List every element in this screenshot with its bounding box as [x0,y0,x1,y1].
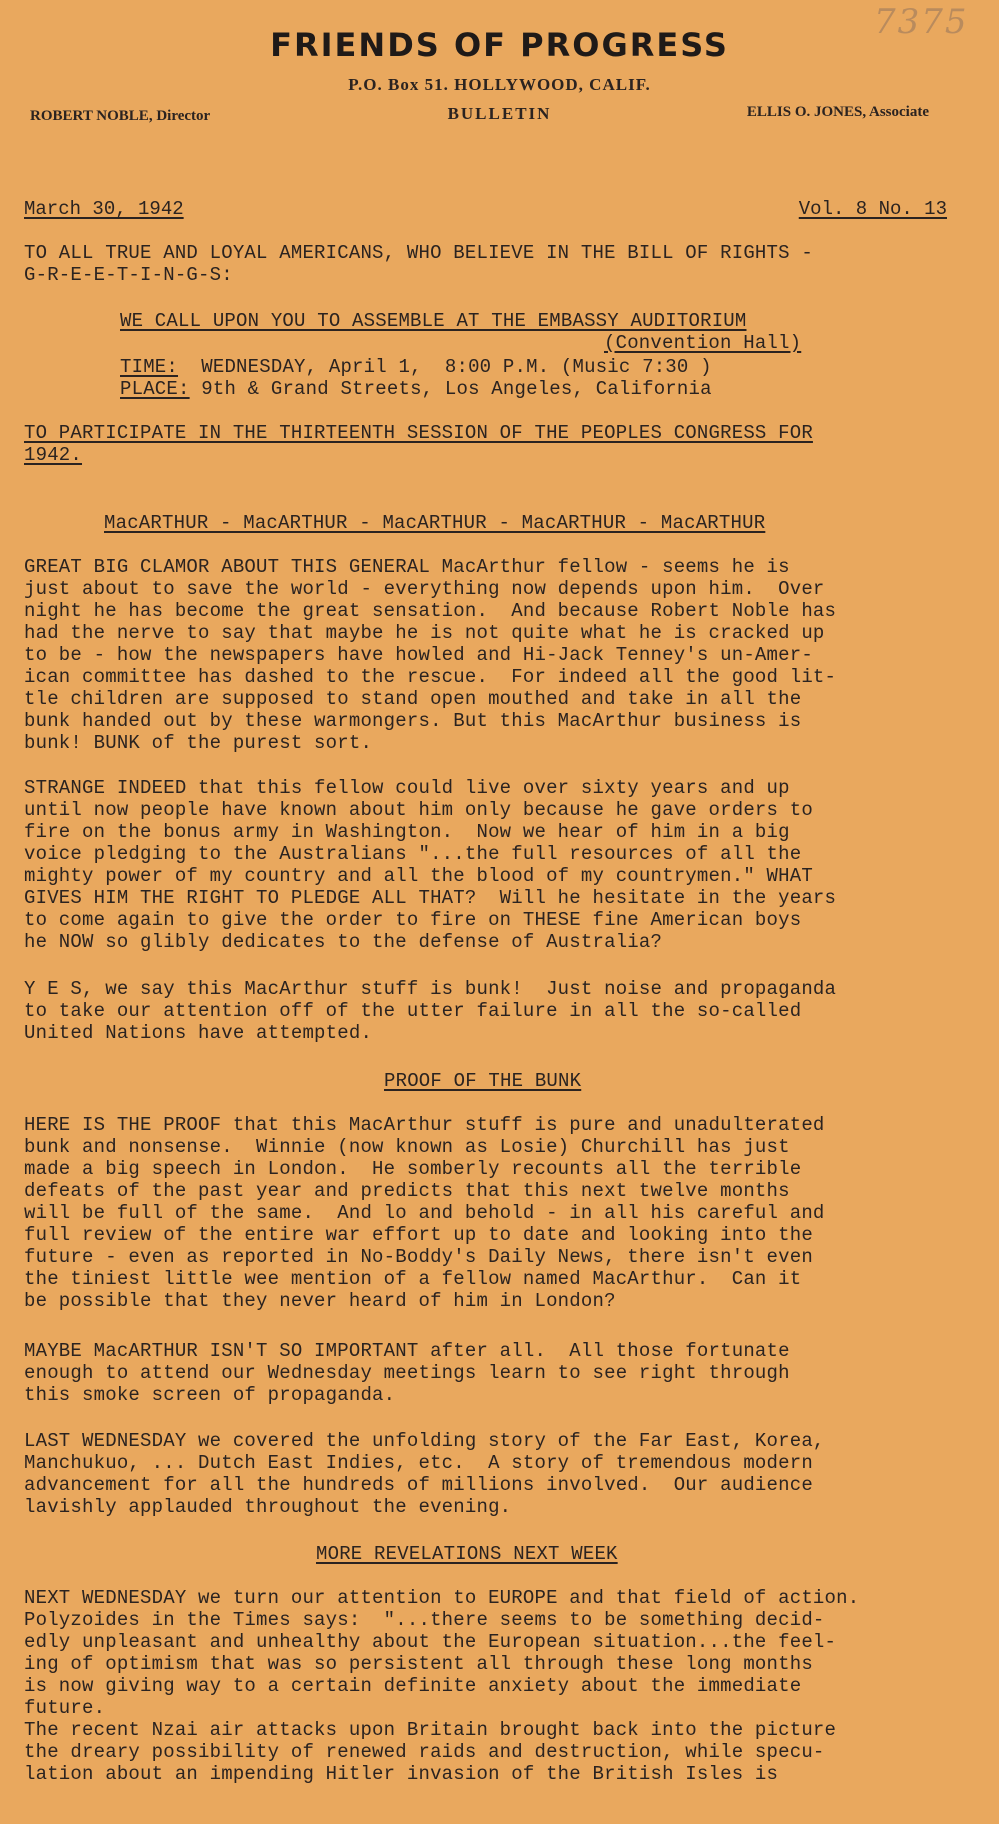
revelations-heading: MORE REVELATIONS NEXT WEEK [316,1543,618,1565]
paragraph-line: United Nations have attempted. [24,1022,373,1044]
paragraph-line: had the nerve to say that maybe he is not quite what he is cracked up [24,622,825,644]
paragraph-line: enough to attend our Wednesday meetings learn to see right through [24,1362,790,1384]
paragraph-line: lation about an impending Hitler invasion of the British Isles is [24,1763,779,1785]
director-name: ROBERT NOBLE, Director [30,108,211,124]
paragraph-line: tle children are supposed to stand open mouthed and take in all the [24,688,802,710]
paragraph-line: future. [24,1697,106,1719]
paragraph-line: lavishly applauded throughout the evening. [24,1496,512,1518]
paragraph-line: be possible that they never heard of him in London? [24,1290,616,1312]
paragraph-line: is now giving way to a certain definite anxiety about the immediate [24,1675,802,1697]
paragraph-line: ing of optimism that was so persistent all through these long months [24,1653,813,1675]
paragraph-line: to take our attention off of the utter failure in all the so-called [24,1000,802,1022]
paragraph-line: STRANGE INDEED that this fellow could live over sixty years and up [24,777,790,799]
paragraph-line: future - even as reported in No-Boddy's Daily News, there isn't even [24,1246,813,1268]
paragraph-line: Manchukuo, ... Dutch East Indies, etc. A story of tremendous modern [24,1452,813,1474]
paragraph-line: LAST WEDNESDAY we covered the unfolding story of the Far East, Korea, [24,1430,825,1452]
paragraph-line: GREAT BIG CLAMOR ABOUT THIS GENERAL MacArthur fellow - seems he is [24,556,790,578]
paragraph-line: until now people have known about him only because he gave orders to [24,799,813,821]
paragraph-line: ican committee has dashed to the rescue. For indeed all the good lit- [24,666,837,688]
paragraph-line: defeats of the past year and predicts that this next twelve months [24,1180,790,1202]
paragraph-line: edly unpleasant and unhealthy about the European situation...the feel- [24,1631,837,1653]
greeting-line: TO ALL TRUE AND LOYAL AMERICANS, WHO BELIEVE IN THE BILL OF RIGHTS - [24,242,813,264]
paragraph-line: full review of the entire war effort up to date and looking into the [24,1224,813,1246]
place-row [120,378,712,400]
paragraph-line: voice pledging to the Australians "...the full resources of all the [24,843,802,865]
bulletin-date: March 30, 1942 [24,198,184,220]
mailing-address: P.O. Box 51. HOLLYWOOD, CALIF. [348,75,651,94]
time-row [120,356,712,378]
place-label: PLACE: [120,378,190,400]
proof-heading: PROOF OF THE BUNK [384,1070,582,1092]
paragraph-line: bunk handed out by these warmongers. But this MacArthur business is [24,710,802,732]
assembly-call: WE CALL UPON YOU TO ASSEMBLE AT THE EMBASSY AUDITORIUM [120,310,747,332]
volume-number: Vol. 8 No. 13 [798,198,947,220]
paragraph-line: HERE IS THE PROOF that this MacArthur stuff is pure and unadulterated [24,1114,825,1136]
paragraph-line: he NOW so glibly dedicates to the defense of Australia? [24,931,663,953]
paragraph-line: GIVES HIM THE RIGHT TO PLEDGE ALL THAT? Will he hesitate in the years [24,887,837,909]
paragraph-line: night he has become the great sensation. And because Robert Noble has [24,600,837,622]
paragraph-line: made a big speech in London. He somberly recounts all the terrible [24,1158,802,1180]
place-value: 9th & Grand Streets, Los Angeles, California [201,378,712,400]
paragraph-line: will be full of the same. And lo and behold - in all his careful and [24,1202,825,1224]
participate-line: 1942. [24,444,83,466]
paragraph-line: fire on the bonus army in Washington. Now we hear of him in a big [24,821,790,843]
time-value: WEDNESDAY, April 1, 8:00 P.M. (Music 7:30 ) [201,356,712,378]
paragraph-line: advancement for all the hundreds of millions involved. Our audience [24,1474,813,1496]
time-label: TIME: [120,356,179,378]
paragraph-line: Y E S, we say this MacArthur stuff is bunk! Just noise and propaganda [24,978,837,1000]
paragraph-line: MAYBE MacARTHUR ISN'T SO IMPORTANT after all. All those fortunate [24,1340,790,1362]
paragraph-line: the dreary possibility of renewed raids and destruction, while specu- [24,1741,825,1763]
organization-title: FRIENDS OF PROGRESS [270,26,729,64]
greeting-line: G-R-E-E-T-I-N-G-S: [24,264,233,286]
paragraph-line: just about to save the world - everything now depends upon him. Over [24,578,825,600]
paragraph-line: The recent Nzai air attacks upon Britain brought back into the picture [24,1719,837,1741]
paragraph-line: Polyzoides in the Times says: "...there seems to be something decid- [24,1609,825,1631]
paragraph-line: mighty power of my country and all the blood of my countrymen." WHAT [24,865,813,887]
paragraph-line: to come again to give the order to fire on THESE fine American boys [24,909,802,931]
paragraph-line: this smoke screen of propaganda. [24,1384,396,1406]
macarthur-heading: MacARTHUR - MacARTHUR - MacARTHUR - MacARTHUR - MacARTHUR [104,512,766,534]
paragraph-line: NEXT WEDNESDAY we turn our attention to EUROPE and that field of action. [24,1587,860,1609]
paragraph-line: bunk! BUNK of the purest sort. [24,732,373,754]
handwritten-archive-number: 7375 [874,2,969,42]
paragraph-line: the tiniest little wee mention of a fellow named MacArthur. Can it [24,1268,802,1290]
paragraph-line: to be - how the newspapers have howled and Hi-Jack Tenney's un-Amer- [24,644,813,666]
paragraph-line: bunk and nonsense. Winnie (now known as Losie) Churchill has just [24,1136,790,1158]
bulletin-label: BULLETIN [447,104,552,123]
associate-name: ELLIS O. JONES, Associate [746,104,929,120]
participate-line: TO PARTICIPATE IN THE THIRTEENTH SESSION OF THE PEOPLES CONGRESS FOR [24,422,813,444]
assembly-hall: (Convention Hall) [604,332,802,354]
